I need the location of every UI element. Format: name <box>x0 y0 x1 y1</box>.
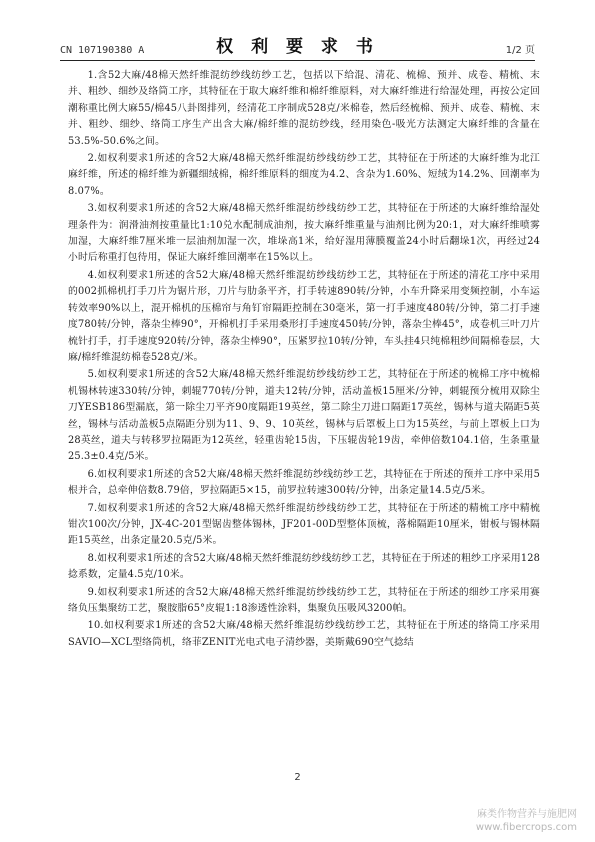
claim-8: 8.如权利要求1所述的含52大麻/48棉天然纤维混纺纱线纺纱工艺，其特征在于所述的粗纱工序采用128捻系数，定量4.5克/10米。 <box>68 552 540 581</box>
claim-7: 7.如权利要求1所述的含52大麻/48棉天然纤维混纺纱线纺纱工艺，其特征在于所述的精梳工序中精梳钳次100次/分钟，JX-4C-201型锯齿整体锡林，JF201-00D型整体顶梳，落棉隔距10厘米，钳板与锡林隔距15英丝，出条定量20.5克/5米。 <box>68 502 540 547</box>
page-number: 2 <box>294 772 301 783</box>
claim-1: 1.含52大麻/48棉天然纤维混纺纱线纺纱工艺，包括以下给混、清花、梳棉、预并、成卷、精梳、末并、粗纱、细纱及络筒工序，其特征在于取大麻纤维和棉纤维原料，对大麻纤维进行给湿处理，再按公定回潮称重比例大麻55/棉45八卦图排列，经清花工序制成528克/米棉卷，然后经梳棉、预并、成卷、精梳、末并、粗纱、细纱、络筒工序生产出含大麻/棉纤维的混纺纱线，经用染色-吸光方法测定大麻纤维的含量在53.5%-50.6%之间。 <box>68 70 540 147</box>
document-title: 权 利 要 求 书 <box>216 37 379 57</box>
site-watermark <box>476 808 577 834</box>
publication-number: CN 107190380 A <box>60 45 145 56</box>
claim-9: 9.如权利要求1所述的含52大麻/48棉天然纤维混纺纱线纺纱工艺，其特征在于所述的细纱工序采用赛络负压集聚纺工艺，聚胺脂65°皮辊1:18渗透性涂料，集聚负压吸风3200帕。 <box>68 586 540 614</box>
claim-10: 10.如权利要求1所述的含52大麻/48棉天然纤维混纺纱线纺纱工艺，其特征在于所述的络筒工序采用SAVIO—XCL型络筒机，络菲ZENIT光电式电子清纱器，美斯戴690空气捻结 <box>68 620 540 648</box>
claim-6: 6.如权利要求1所述的含52大麻/48棉天然纤维混纺纱线纺纱工艺，其特征在于所述的预并工序中采用5根并合，总牵伸倍数8.79倍，罗拉隔距5×15，前罗拉转速300转/分钟，出条定量14.5克/5米。 <box>68 468 540 497</box>
watermark-url: www.fibercrops.com <box>475 822 577 833</box>
claim-3: 3.如权利要求1所述的含52大麻/48棉天然纤维混纺纱线纺纱工艺，其特征在于所述的大麻纤维给湿处理条件为：润滑油剂按重量比1:10兑水配制成油剂，按大麻纤维重量与油剂比例为20:1，对大麻纤维喷雾加湿，大麻纤维7厘米堆一层油剂加湿一次，堆垛高1米，给好湿用薄膜覆盖24小时后翻垛1次，再经过24小时后称重打包待用，保证大麻纤维回潮率在15%以上。 <box>68 203 540 264</box>
claims-body <box>68 68 540 652</box>
claim-5: 5.如权利要求1所述的含52大麻/48棉天然纤维混纺纱线纺纱工艺，其特征在于所述的梳棉工序中梳棉机锡林转速330转/分钟，刺辊770转/分钟，道夫12转/分钟，活动盖板15厘米/分钟，刺辊预分梳用双除尘刀YESB186型漏底，第一除尘刀平齐90度隔距19英丝，第二除尘刀进口隔距17英丝，锡林与道夫隔距5英丝，锡林与活动盖板5点隔距分别为11、9、9、10英丝，锡林与后罩板上口为15英丝，与前上罩板上口为28英丝，道夫与转移罗拉隔距为12英丝，轻重齿轮15齿，下压辊齿轮19齿，牵伸倍数104.1倍，生条重量25.3±0.4克/5米。 <box>68 369 540 463</box>
page-indicator: 1/2 页 <box>505 45 535 56</box>
watermark-site-name: 麻类作物营养与施肥网 <box>477 809 577 820</box>
claim-4: 4.如权利要求1所述的含52大麻/48棉天然纤维混纺纱线纺纱工艺，其特征在于所述的清花工序中采用的002抓棉机打手刀片为锯片形，刀片与肋条平齐，打手转速890转/分钟，小车升降采用变频控制，小车运转效率90%以上，混开棉机的压棉帘与角钉帘隔距控制在30毫米，第一打手速度480转/分钟，第二打手速度780转/分钟，落杂尘棒90°，开棉机打手采用桑形打手速度450转/分钟，落杂尘棒45°，成卷机三叶刀片梳针打手，打手速度920转/分钟，落杂尘棒90°，压紧罗拉10转/分钟，车头挂4只纯棉粗纱间隔棉卷层，大麻/棉纤维混纺棉卷528克/米。 <box>68 269 540 363</box>
claim-2: 2.如权利要求1所述的含52大麻/48棉天然纤维混纺纱线纺纱工艺，其特征在于所述的大麻纤维为北江麻纤维，所述的棉纤维为新疆细绒棉，棉纤维原料的细度为4.2、含杂为1.60%、短绒为14.2%、回潮率为8.07%。 <box>68 153 540 197</box>
page-header <box>60 34 535 61</box>
